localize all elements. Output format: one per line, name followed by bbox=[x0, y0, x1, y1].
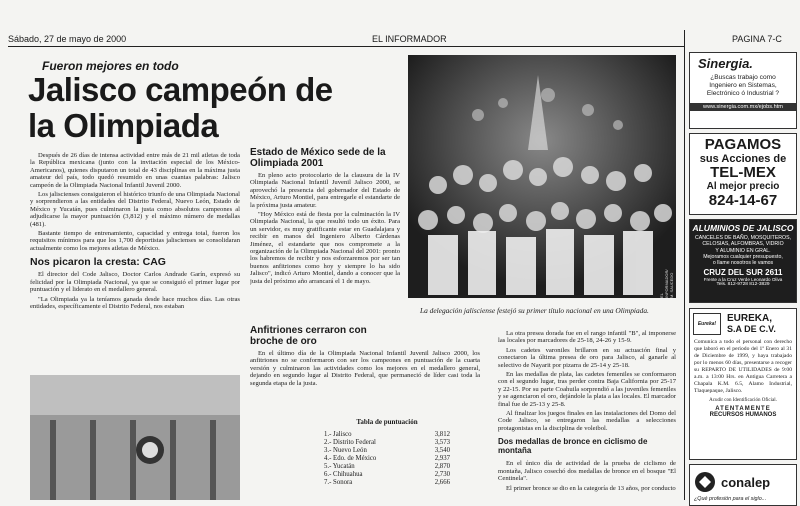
aluminios-line5: o llame nosotros le vamos bbox=[712, 260, 774, 267]
paragraph: En el único día de actividad de la prueba de ciclismo de montaña, Jalisco cosechó dos medallas de bronce en el bosque "El Centinela". bbox=[498, 460, 676, 483]
eureka-logo: Eureka! bbox=[693, 313, 721, 335]
paragraph: Bastante tiempo de entrenamiento, capacidad y entrega total, fueron los requisitos mínimos para que los 1,700 deportistas jaliscienses se consolidaran actualmente como los mejores atletas de México. bbox=[30, 230, 240, 252]
subhead: Dos medallas de bronce en ciclismo de montaña bbox=[498, 437, 648, 456]
table-cell: 4.- Edo. de México bbox=[324, 455, 377, 462]
paragraph: En pleno acto protocolario de la clausura de la IV Olimpiada Nacional Infantil Juvenil Jalisco 2000, se aprovechó la presencia del gobernador del Estado de México, Arturo Montiel, para entregarle el estandarte de la próxima justa amateur. bbox=[250, 172, 400, 209]
table-cell: 2.- Distrito Federal bbox=[324, 439, 376, 446]
table-row bbox=[322, 471, 452, 479]
paragraph: Los cadetes varoniles brillaron en su actuación final y conectaron la última presea de oro para Jalisco, al ganarle al selectivo de Nayarit por pizarra de 25-14 y 25-18. bbox=[498, 346, 676, 369]
table-row bbox=[322, 479, 452, 487]
subhead: Anfitriones cerraron con broche de oro bbox=[250, 325, 367, 347]
subhead: Estado de México sede de la Olimpiada 2001 bbox=[250, 147, 386, 169]
score-table bbox=[322, 418, 452, 500]
table-cell: 6.- Chihuahua bbox=[324, 471, 363, 478]
paragraph: En el último día de la Olimpiada Nacional Infantil Juvenil Jalisco 2000, los anfitriones no se conformaron con ser los campeones en puntuación de la cuarta versión y culminaron las actividades como los mejores en el medallero general, dejando en segundo lugar al Distrito Federal, que permaneció de líder casi toda la segunda etapa de la justa. bbox=[250, 350, 480, 387]
paragraph: Al finalizar los juegos finales en las instalaciones del Domo del Code Jalisco, se entregaron las medallas a selecciones protagonistas en la disciplina de voleibol. bbox=[498, 410, 676, 432]
conalep-logo-icon bbox=[694, 471, 716, 493]
sinergia-line1: ¿Buscas trabajo como bbox=[710, 74, 776, 81]
article-column-4 bbox=[498, 330, 676, 500]
telmex-phone: 824-14-67 bbox=[708, 192, 778, 209]
header-date: Sábado, 27 de mayo de 2000 bbox=[8, 34, 127, 44]
aluminios-address: CRUZ DEL SUR 2611 bbox=[703, 268, 783, 278]
header-paper: EL INFORMADOR bbox=[372, 34, 447, 44]
aluminios-reference: Frente a la Cruz Verde Leonardo Oliva bbox=[703, 277, 783, 283]
header-rule bbox=[8, 46, 684, 47]
paragraph: Después de 26 días de intensa actividad entre más de 21 mil atletas de toda la República mexicana (junto con la invitación especial de los México-Americanos), quienes disputaron un total de 43 disciplinas en la máxima justa amateur del país, todo quedó resumido en unas cuantas palabras: Jalisco campeón de la Olimpiada Nacional Infantil Juvenil 2000. bbox=[30, 152, 240, 189]
photo-caption: La delegación jalisciense festejó su primer título nacional en una Olimpiada. bbox=[420, 306, 649, 315]
aluminios-ad[interactable] bbox=[689, 219, 797, 303]
score-table-body bbox=[322, 431, 452, 487]
telmex-ad[interactable] bbox=[689, 133, 797, 215]
eureka-note: Acudir con Identificación Oficial. bbox=[709, 398, 777, 403]
paragraph: "Hoy México está de fiesta por la culminación la IV Olimpiada Nacional, la que resultó todo un éxito. Para un servidor, es muy gratificante estar en Guadalajara y recibir en manos del Ingeniero Alberto Cárdenas Jiménez, el estandarte que nos compromete a la organización de la Olimpiada Nacional del 2001: pronto los habremos de recibir y nos esforzaremos por ser tan buenos anfitriones como hoy y siempre lo ha sido Jalisco", indicó Arturo Montiel, dando a conocer que la justa del próximo año arrancará el 1 de mayo. bbox=[250, 211, 400, 285]
sinergia-url[interactable]: www.sinergia.com.mx/ejobs.htm bbox=[690, 103, 796, 111]
team-photo bbox=[408, 55, 676, 298]
paragraph: Los jaliscienses consiguieron el histórico triunfo de una Olimpiada Nacional y sorprendieron a las entidades del Distrito Federal, Nuevo León, Estado de México y Yucatán, pues culminaron la justa como absolutos campeones al adjudicarse la mayor puntuación (3,812) y el máximo número de medallas (481). bbox=[30, 191, 240, 228]
table-cell: 2,730 bbox=[434, 471, 450, 478]
aluminios-phones: Tels. 812-9728 812-3829 bbox=[716, 282, 770, 288]
score-table-title: Tabla de puntuación bbox=[356, 418, 418, 426]
article-column-3 bbox=[250, 322, 480, 417]
crowd-illustration bbox=[408, 55, 676, 298]
eureka-name: EUREKA, bbox=[727, 313, 773, 324]
table-cell: 2,666 bbox=[434, 479, 450, 486]
table-cell: 3,812 bbox=[434, 431, 450, 438]
paragraph: El director del Code Jalisco, Doctor Carlos Andrade Garín, expresó su felicidad por la Olimpiada Nacional, ya que se consiguió el primer lugar por puntuación y el liderato en el medallero general. bbox=[30, 271, 240, 294]
header-page: PAGINA 7-C bbox=[732, 34, 782, 44]
paragraph: El primer bronce se dio en la categoría de 13 años, por conducto bbox=[506, 484, 676, 492]
paragraph: La otra presea dorada fue en el rango infantil "B", al imponerse las locales por marcadores de 25-18, 24-26 y 15-9. bbox=[498, 330, 676, 345]
table-row bbox=[322, 463, 452, 471]
table-cell: 3,573 bbox=[434, 439, 450, 446]
arena-illustration bbox=[30, 375, 240, 500]
table-row bbox=[322, 447, 452, 455]
aluminios-line4: Mejoramos cualquier presupuesto, bbox=[703, 253, 783, 260]
eureka-ad[interactable] bbox=[689, 308, 797, 460]
cyclist-photo bbox=[30, 375, 240, 500]
table-cell: 3,540 bbox=[434, 447, 450, 454]
kicker: Fueron mejores en todo bbox=[42, 59, 179, 73]
aluminios-line2: CELOSIAS, ALFOMBRAS, VIDRIO bbox=[702, 241, 784, 248]
table-row bbox=[322, 439, 452, 447]
photo-credit: EL INFORMADOR/ M. SAUCEDO bbox=[659, 269, 674, 298]
sinergia-line3: Electrónico ó Industrial ? bbox=[706, 90, 780, 97]
table-cell: 2,870 bbox=[434, 463, 450, 470]
sinergia-brand: Sinergia. bbox=[698, 56, 753, 71]
telmex-line3: TEL-MEX bbox=[710, 164, 776, 181]
paragraph: En las medallas de plata, las cadetes femeniles se conformaron con el segundo lugar, tras perder contra Baja California por 25-17 y 22-15. Por su parte Coahuila sorprendió a las juveniles femeniles y se agenciaron el oro, dejándole la plata a las locales. El marcador final fue de 25-13 y 25-8. bbox=[498, 371, 676, 408]
conalep-brand: conalep bbox=[721, 474, 771, 490]
sinergia-line2: Ingeniero en Sistemas, bbox=[709, 82, 777, 89]
telmex-line4: Al mejor precio bbox=[706, 181, 780, 192]
table-cell: 1.- Jalisco bbox=[324, 431, 352, 438]
headline-line1: Jalisco campeón de bbox=[28, 71, 333, 108]
article-column-2 bbox=[250, 144, 400, 319]
eureka-sign: ATENTAMENTE bbox=[715, 406, 771, 412]
table-cell: 7.- Sonora bbox=[324, 479, 353, 486]
eureka-body: Comunica a todo el personal con derecho que laboró en el periodo del 1º Enero al 31 de Diciembre de 1999, y haya trabajado por lo menos 60 días, presentarse a recoger su REPARTO DE UTILIDADES de 9:00 a.m. a 13:00 Hrs. en Antigua Carretera a Chapala K.M. 6.5, Alamo Industrial, Tlaquepaque, Jalisco. bbox=[694, 339, 792, 394]
aluminios-line1: CANCELES DE BAÑO, MOSQUITEROS, bbox=[695, 235, 791, 241]
eureka-dept: RECURSOS HUMANOS bbox=[709, 412, 777, 418]
telmex-line1: PAGAMOS bbox=[704, 136, 782, 153]
eureka-name2: S.A DE C.V. bbox=[727, 324, 776, 334]
table-row bbox=[322, 455, 452, 463]
paragraph: "La Olimpiada ya la teníamos ganada desde hace muchos días. Las otras entidades, específicamente el Distrito Federal, nos estaban bbox=[30, 295, 240, 310]
conalep-tag: ¿Qué profesión para el siglo... bbox=[694, 496, 767, 502]
table-cell: 5.- Yucatán bbox=[324, 463, 355, 470]
table-cell: 2,937 bbox=[434, 455, 450, 462]
aluminios-title: ALUMINIOS DE JALISCO bbox=[692, 223, 794, 233]
column-rule bbox=[684, 30, 685, 500]
table-cell: 3.- Nuevo León bbox=[324, 447, 367, 454]
headline-line2: la Olimpiada bbox=[28, 107, 219, 144]
subhead: Nos picaron la cresta: CAG bbox=[30, 256, 166, 269]
aluminios-line3: Y ALUMINIO EN GRAL. bbox=[715, 247, 771, 254]
table-row bbox=[322, 431, 452, 439]
sinergia-ad[interactable] bbox=[689, 52, 797, 129]
telmex-line2: sus Acciones de bbox=[699, 153, 787, 165]
